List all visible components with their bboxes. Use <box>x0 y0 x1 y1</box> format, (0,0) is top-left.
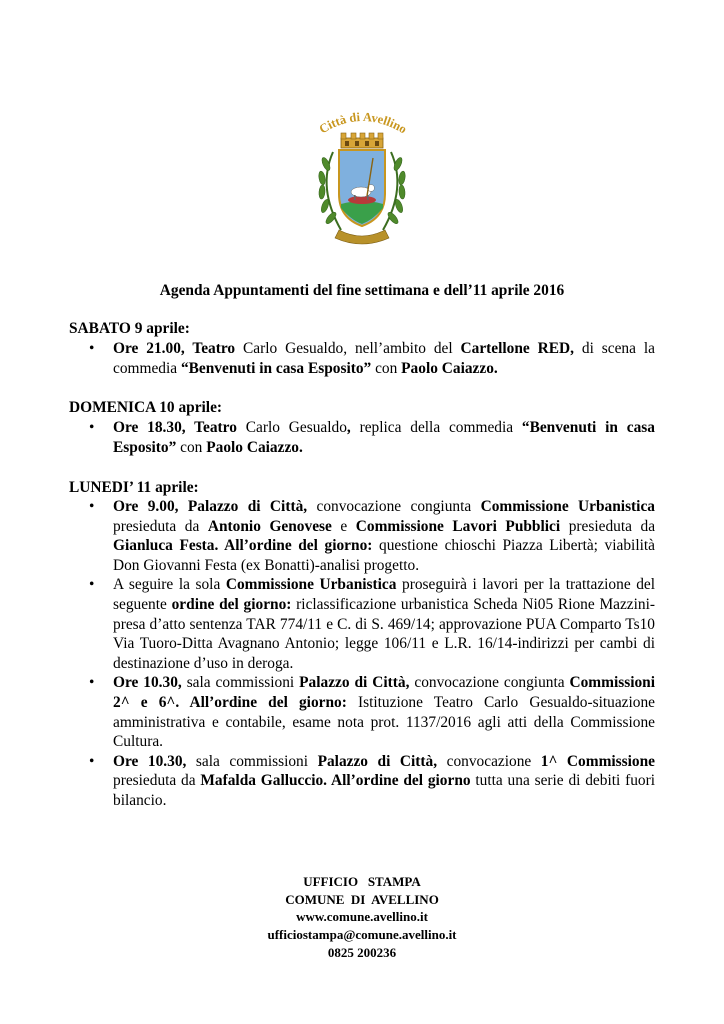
sunday-events-list <box>69 418 655 457</box>
city-coat-of-arms-logo <box>311 108 413 248</box>
event-text: con <box>371 359 402 377</box>
event-text: convocazione congiunta <box>409 674 570 692</box>
bullet-icon: • <box>89 752 95 770</box>
event-text: convocazione congiunta <box>307 498 481 515</box>
bullet-icon: • <box>89 576 95 594</box>
event-text-bold: , <box>346 419 351 436</box>
footer-office: UFFICIO STAMPA <box>303 874 421 889</box>
day-heading-monday: LUNEDI’ 11 aprile: <box>69 479 199 496</box>
bullet-icon: • <box>89 419 95 436</box>
document-title: Agenda Appuntamenti del fine settimana e dell’11 aprile 2016 <box>159 282 565 299</box>
event-text-bold: “Benvenuti in casa Esposito” <box>113 419 655 456</box>
event-item <box>69 575 655 673</box>
crown-icon <box>341 133 383 148</box>
event-text-bold: Commissioni 2^ e 6^. All’ordine del giorno: <box>113 674 656 711</box>
event-text: proseguirà i lavori per la trattazione del seguente <box>113 576 656 613</box>
footer-organization: COMUNE DI AVELLINO <box>285 891 439 907</box>
event-text: replica della commedia <box>350 419 522 436</box>
event-text-bold: “Benvenuti in casa Esposito” <box>180 359 372 377</box>
monday-events-list <box>69 497 655 811</box>
event-text-bold: Ore 10.30, <box>113 674 182 692</box>
event-text-bold: Commissione Urbanistica <box>480 498 655 515</box>
event-item <box>69 339 655 378</box>
event-text-bold: ordine del giorno: <box>171 595 292 613</box>
bullet-icon: • <box>89 340 95 357</box>
event-text: e <box>331 517 356 535</box>
event-text: convocazione <box>437 752 541 770</box>
event-text: riclassificazione urbanistica Scheda Ni05 Rione Mazzini-presa d’atto sentenza TAR 774/11 e C. di S. 469/14; approvazione PUA Comparto Ts10 Via Tuoro-Ditta Avagnano Antonio; legge 106/11 e L.R. 16/14-indirizzi per cambi di destinazione d’uso in deroga. <box>113 595 655 672</box>
event-text-bold: Palazzo di Città, <box>299 674 410 692</box>
event-text-bold: Commissione Lavori Pubblici <box>355 517 561 535</box>
event-text: questione chioschi Piazza Libertà; viabilità Don Giovanni Festa (ex Bonatti)-analisi progetto. <box>113 537 655 574</box>
shield-icon <box>339 150 385 226</box>
event-text-bold: Antonio Genovese <box>207 517 332 535</box>
event-text: sala commissioni <box>186 752 318 770</box>
event-text: tutta una serie di debiti fuori bilancio. <box>113 772 655 809</box>
footer-email: ufficiostampa@comune.avellino.it <box>267 927 457 943</box>
event-text: A seguire la sola <box>113 576 226 594</box>
event-text-bold: Gianluca Festa. All’ordine del giorno: <box>113 537 373 555</box>
day-heading-sunday: DOMENICA 10 aprile: <box>69 399 223 416</box>
event-text: con <box>176 438 207 456</box>
bullet-icon: • <box>89 498 95 515</box>
event-item <box>69 497 655 575</box>
event-text-bold: 1^ Commissione <box>540 752 656 770</box>
event-text-bold: Cartellone RED, <box>460 340 575 357</box>
event-text: presieduta da <box>113 517 208 535</box>
event-text-bold: Ore 9.00, Palazzo di Città, <box>113 498 308 515</box>
logo-text: Città di Avellino <box>316 109 410 137</box>
event-text: presieduta da <box>113 772 201 790</box>
event-text-bold: Ore 18.30, Teatro <box>113 419 237 436</box>
event-text: Carlo Gesualdo, nell’ambito del <box>235 340 461 357</box>
event-text: sala commissioni <box>181 674 300 692</box>
event-text: Istituzione Teatro Carlo Gesualdo-situazione amministrativa e contabile, esame nota prot. 1137/2016 agli atti della Commissione Cultura. <box>113 693 655 751</box>
event-text: presieduta da <box>560 517 656 535</box>
saturday-events-list <box>69 339 655 378</box>
day-heading-saturday: SABATO 9 aprile: <box>69 320 190 337</box>
footer-phone: 0825 200236 <box>327 944 397 960</box>
svg-text:Città di Avellino <box>317 110 410 137</box>
event-text-bold: Mafalda Galluccio. All’ordine del giorno <box>200 772 471 790</box>
event-item <box>69 673 655 751</box>
event-text-bold: Paolo Caiazzo. <box>401 359 498 377</box>
bullet-icon: • <box>89 674 95 692</box>
event-text: Carlo Gesualdo <box>236 419 347 436</box>
event-text-bold: Paolo Caiazzo. <box>206 438 303 456</box>
event-item <box>69 752 655 811</box>
event-text-bold: Ore 10.30, <box>113 752 187 770</box>
event-text-bold: Commissione Urbanistica <box>225 576 397 594</box>
event-text-bold: Ore 21.00, Teatro <box>113 340 236 357</box>
footer-website: www.comune.avellino.it <box>296 909 428 925</box>
press-office-footer <box>0 873 724 962</box>
event-text-bold: Palazzo di Città, <box>317 752 438 770</box>
event-text: di scena la commedia <box>113 340 655 377</box>
event-item <box>69 418 655 457</box>
